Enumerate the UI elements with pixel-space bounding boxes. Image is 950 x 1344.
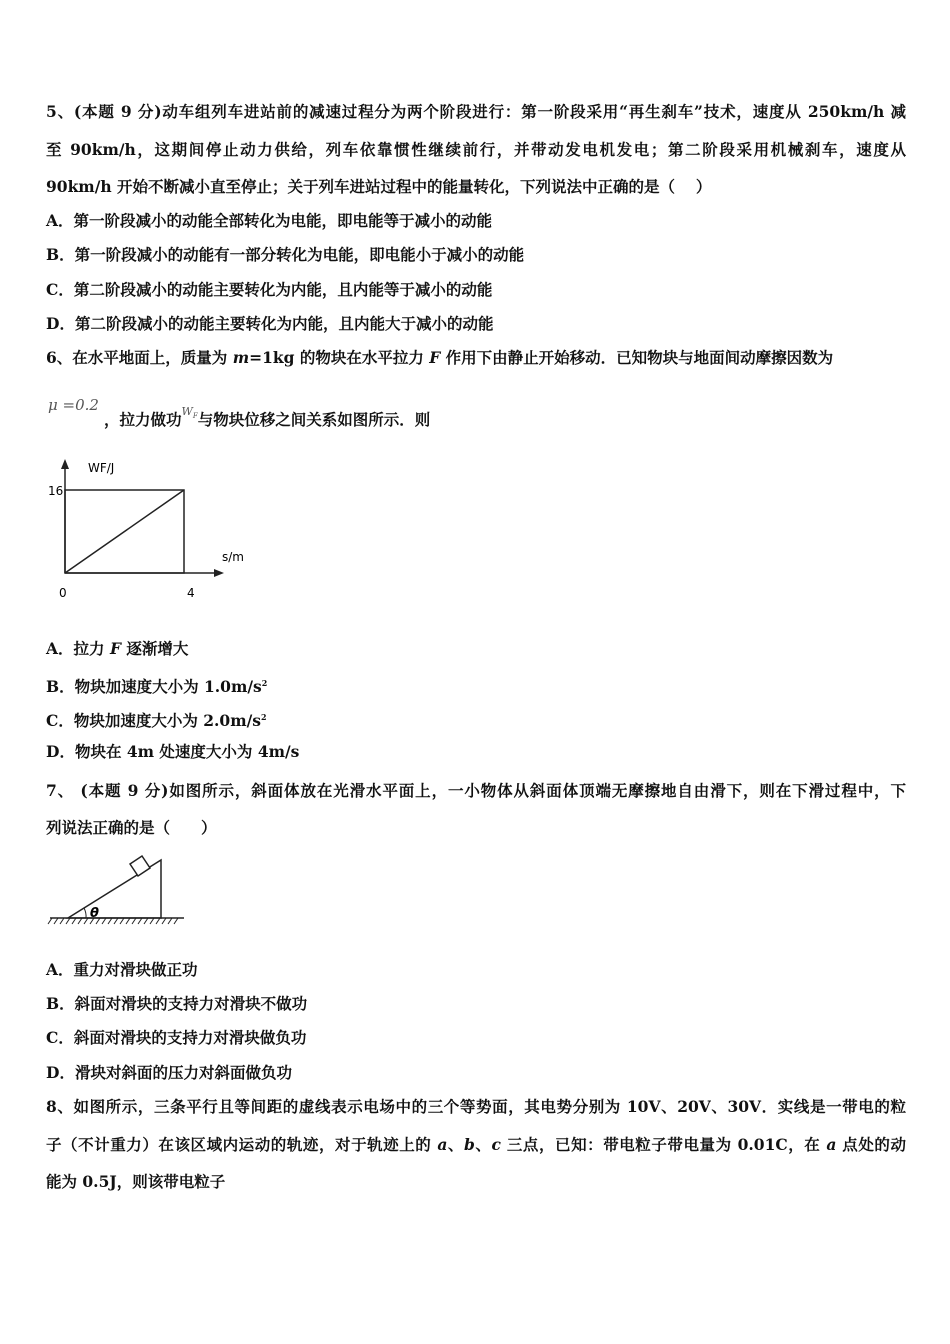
work-line [65, 490, 184, 573]
incline-diagram [44, 846, 189, 930]
q6-stem-line2: ，拉力做功$^{W_F}$与物块位移之间关系如图所示．则 [104, 405, 431, 429]
q7-option-a[interactable]: A．重力对滑块做正功 [46, 960, 198, 979]
q5-option-a[interactable]: A．第一阶段减小的动能全部转化为电能，即电能等于减小的动能 [46, 211, 493, 230]
mu-formula: μ =0.2 [48, 396, 99, 414]
y-tick-16: 16 [48, 484, 64, 498]
x-tick-4: 4 [187, 586, 195, 600]
y-axis-label: WF/J [88, 461, 115, 475]
q6-option-c[interactable]: C．物块加速度大小为 $2.0m/s^2$ [46, 711, 267, 731]
q7-stem-line1: 7、 (本题 9 分)如图所示，斜面体放在光滑水平面上，一小物体从斜面体顶端无摩擦地自由滑下，则在下滑过程中，下 [46, 781, 906, 800]
q5-option-d[interactable]: D．第二阶段减小的动能主要转化为内能，且内能大于减小的动能 [46, 314, 494, 333]
sliding-block [130, 856, 150, 876]
q8-stem-line1: 8、如图所示，三条平行且等间距的虚线表示电场中的三个等势面，其电势分别为 10V、20V、30V．实线是一带电的粒 [46, 1097, 906, 1116]
angle-arc [84, 908, 86, 918]
q5-stem-line3: 90km/h 开始不断减小直至停止；关于列车进站过程中的能量转化，下列说法中正确的是（ ） [46, 177, 712, 196]
q7-option-b[interactable]: B．斜面对滑块的支持力对滑块不做功 [46, 994, 308, 1013]
q5-stem-line2: 至 90km/h，这期间停止动力供给，列车依靠惯性继续前行，并带动发电机发电；第二阶段采用机械刹车，速度从 [46, 140, 906, 159]
q7-stem-line2: 列说法正确的是（ ） [46, 818, 217, 837]
q5-stem-line1: 5、(本题 9 分)动车组列车进站前的减速过程分为两个阶段进行：第一阶段采用“再生刹车”技术，速度从 250km/h 减 [46, 102, 906, 121]
q6-option-d[interactable]: D．物块在 4m 处速度大小为 4m/s [46, 742, 300, 761]
q7-option-d[interactable]: D．滑块对斜面的压力对斜面做负功 [46, 1063, 292, 1082]
theta-label: θ [90, 906, 99, 921]
q6-option-b[interactable]: B．物块加速度大小为 $1.0m/s^2$ [46, 677, 268, 697]
work-displacement-graph [44, 455, 264, 605]
q5-option-b[interactable]: B．第一阶段减小的动能有一部分转化为电能，即电能小于减小的动能 [46, 245, 525, 264]
y-axis-arrow-icon [61, 459, 69, 469]
q8-stem-line3: 能为 0.5J，则该带电粒子 [46, 1172, 226, 1191]
q6-option-a[interactable]: A．拉力 F 逐渐增大 [46, 639, 189, 658]
q7-option-c[interactable]: C．斜面对滑块的支持力对滑块做负功 [46, 1028, 307, 1047]
origin-label: 0 [59, 586, 67, 600]
q6-stem-line1: 6、在水平地面上，质量为 m=1kg 的物块在水平拉力 F 作用下由静止开始移动．已知物块与地面间动摩擦因数为 [46, 348, 834, 367]
q8-stem-line2: 子（不计重力）在该区域内运动的轨迹，对于轨迹上的 a、b、c 三点，已知：带电粒子带电量为 0.01C，在 a 点处的动 [46, 1135, 906, 1154]
x-axis-label: s/m [222, 550, 244, 564]
q5-option-c[interactable]: C．第二阶段减小的动能主要转化为内能，且内能等于减小的动能 [46, 280, 493, 299]
x-axis-arrow-icon [214, 569, 224, 577]
ground-hatching [48, 918, 178, 924]
